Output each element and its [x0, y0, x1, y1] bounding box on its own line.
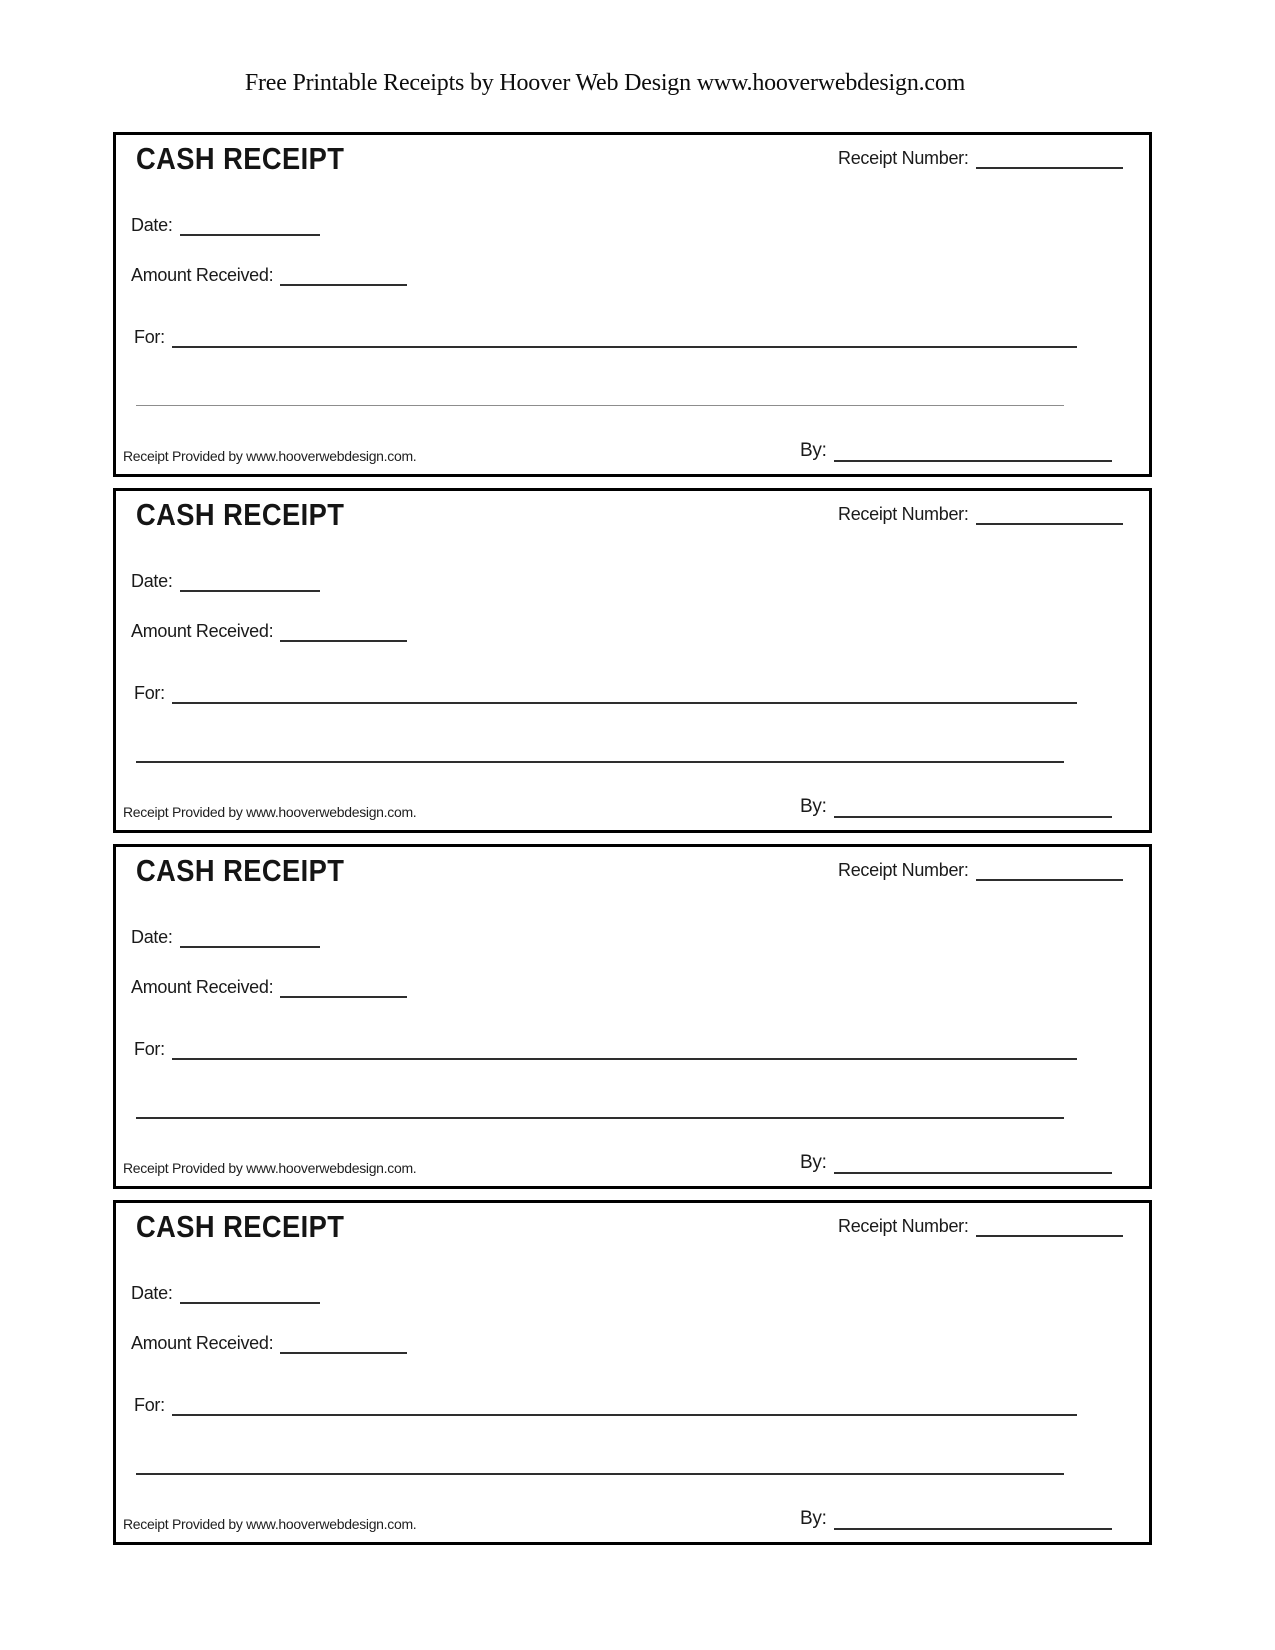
receipt-number-row — [838, 148, 1123, 169]
provided-by-text: Receipt Provided by www.hooverwebdesign.com. — [123, 1516, 417, 1532]
cash-receipt-title: CASH RECEIPT — [136, 853, 345, 888]
receipt-number-blank-line — [976, 867, 1123, 881]
amount-received-row — [131, 265, 407, 286]
for-blank-line — [172, 1402, 1077, 1416]
for-blank-line — [172, 1046, 1077, 1060]
by-row — [800, 796, 1112, 818]
amount-received-label: Amount Received: — [131, 621, 274, 641]
by-label: By: — [800, 796, 827, 817]
amount-received-label: Amount Received: — [131, 265, 274, 285]
amount-received-label: Amount Received: — [131, 1333, 274, 1353]
for-row — [134, 683, 1077, 704]
for-blank-line — [172, 334, 1077, 348]
receipt-number-row — [838, 504, 1123, 525]
date-blank-line — [180, 934, 320, 948]
receipt-number-row — [838, 860, 1123, 881]
receipt-block-2 — [113, 488, 1152, 833]
for-label: For: — [134, 1039, 165, 1059]
by-row — [800, 1152, 1112, 1174]
receipt-block-4 — [113, 1200, 1152, 1545]
amount-received-row — [131, 1333, 407, 1354]
provided-by-text: Receipt Provided by www.hooverwebdesign.com. — [123, 804, 417, 820]
by-label: By: — [800, 1508, 827, 1529]
amount-received-blank-line — [280, 628, 407, 642]
by-blank-line — [834, 1160, 1112, 1174]
amount-received-blank-line — [280, 984, 407, 998]
for-continuation-blank-line — [136, 1117, 1064, 1119]
amount-received-row — [131, 621, 407, 642]
cash-receipt-title: CASH RECEIPT — [136, 1209, 345, 1244]
by-row — [800, 1508, 1112, 1530]
for-continuation-blank-line — [136, 405, 1064, 406]
amount-received-blank-line — [280, 1340, 407, 1354]
for-continuation-blank-line — [136, 1473, 1064, 1475]
for-blank-line — [172, 690, 1077, 704]
receipt-number-blank-line — [976, 155, 1123, 169]
receipt-block-3 — [113, 844, 1152, 1189]
date-row — [131, 571, 320, 592]
date-label: Date: — [131, 927, 173, 947]
cash-receipt-title: CASH RECEIPT — [136, 141, 345, 176]
by-row — [800, 440, 1112, 462]
for-row — [134, 1039, 1077, 1060]
receipt-number-blank-line — [976, 511, 1123, 525]
amount-received-label: Amount Received: — [131, 977, 274, 997]
receipt-stack — [113, 132, 1152, 1545]
for-row — [134, 1395, 1077, 1416]
date-blank-line — [180, 578, 320, 592]
receipt-number-label: Receipt Number: — [838, 504, 969, 524]
date-row — [131, 927, 320, 948]
for-continuation-blank-line — [136, 761, 1064, 763]
for-label: For: — [134, 327, 165, 347]
by-blank-line — [834, 804, 1112, 818]
provided-by-text: Receipt Provided by www.hooverwebdesign.com. — [123, 1160, 417, 1176]
provided-by-text: Receipt Provided by www.hooverwebdesign.com. — [123, 448, 417, 464]
page-header-text: Free Printable Receipts by Hoover Web Design www.hooverwebdesign.com — [244, 70, 966, 96]
date-blank-line — [180, 222, 320, 236]
by-label: By: — [800, 440, 827, 461]
date-label: Date: — [131, 1283, 173, 1303]
receipt-number-label: Receipt Number: — [838, 1216, 969, 1236]
cash-receipt-title: CASH RECEIPT — [136, 497, 345, 532]
by-blank-line — [834, 1516, 1112, 1530]
date-blank-line — [180, 1290, 320, 1304]
for-row — [134, 327, 1077, 348]
date-label: Date: — [131, 571, 173, 591]
date-label: Date: — [131, 215, 173, 235]
receipt-block-1 — [113, 132, 1152, 477]
date-row — [131, 1283, 320, 1304]
receipt-number-label: Receipt Number: — [838, 860, 969, 880]
receipt-number-row — [838, 1216, 1123, 1237]
for-label: For: — [134, 683, 165, 703]
date-row — [131, 215, 320, 236]
receipt-number-blank-line — [976, 1223, 1123, 1237]
by-label: By: — [800, 1152, 827, 1173]
receipt-number-label: Receipt Number: — [838, 148, 969, 168]
for-label: For: — [134, 1395, 165, 1415]
by-blank-line — [834, 448, 1112, 462]
amount-received-row — [131, 977, 407, 998]
amount-received-blank-line — [280, 272, 407, 286]
